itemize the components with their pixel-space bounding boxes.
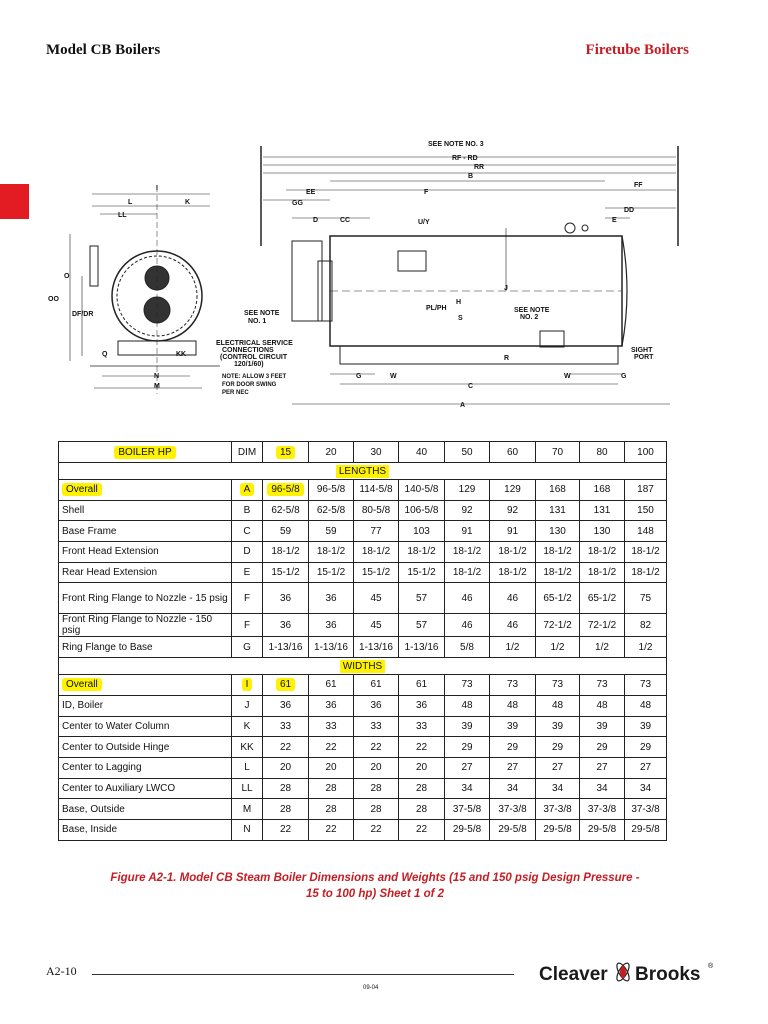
logo-text-right: Brooks (635, 964, 701, 985)
table-cell: 34 (580, 778, 625, 799)
dim-label-e: E (612, 217, 617, 224)
dim-label-dd: DD (624, 207, 635, 214)
dim-label-g-left: G (356, 373, 362, 380)
table-row (59, 500, 667, 521)
table-cell: 29 (445, 737, 490, 758)
table-cell: 92 (490, 500, 536, 521)
table-cell: 34 (625, 778, 667, 799)
row-label: Front Ring Flange to Nozzle - 150 psig (59, 614, 232, 637)
table-cell: 48 (490, 695, 536, 716)
dim-label-h: H (456, 299, 462, 306)
table-cell: 61 (354, 675, 399, 696)
table-cell: 61 (263, 675, 309, 696)
table-body (59, 463, 667, 841)
row-dim: F (232, 614, 263, 637)
table-cell: 65-1/2 (580, 583, 625, 614)
row-label: Base, Outside (59, 799, 232, 820)
header-title-left: Model CB Boilers (46, 42, 161, 58)
table-cell: 37-3/8 (490, 799, 536, 820)
table-cell: 72-1/2 (580, 614, 625, 637)
front-view (70, 186, 220, 394)
row-label: Base, Inside (59, 819, 232, 840)
dim-label-ll: LL (118, 212, 127, 219)
footer-divider (92, 974, 514, 975)
table-cell: 22 (399, 819, 445, 840)
dim-label-g-right: G (621, 373, 627, 380)
table-cell: 73 (536, 675, 580, 696)
logo-text-left: Cleaver (539, 964, 608, 985)
table-row (59, 716, 667, 737)
dim-label-s: S (458, 315, 463, 322)
table-cell: 29-5/8 (625, 819, 667, 840)
header-dim: DIM (232, 442, 263, 463)
dim-label-pl-ph: PL/PH (426, 305, 447, 312)
table-cell: 1-13/16 (309, 637, 354, 658)
dim-label-gg: GG (292, 200, 303, 207)
table-cell: 1-13/16 (263, 637, 309, 658)
table-cell: 37-3/8 (625, 799, 667, 820)
row-dim: L (232, 757, 263, 778)
table-cell: 20 (309, 757, 354, 778)
row-label: Center to Water Column (59, 716, 232, 737)
table-cell: 39 (625, 716, 667, 737)
table-cell: 62-5/8 (309, 500, 354, 521)
dim-label-i: I (156, 185, 158, 192)
table-cell: 22 (309, 737, 354, 758)
header-hp-70: 70 (536, 442, 580, 463)
table-cell: 36 (399, 695, 445, 716)
table-cell: 18-1/2 (354, 542, 399, 563)
dim-label-j: J (504, 285, 508, 292)
table-cell: 39 (580, 716, 625, 737)
table-cell: 57 (399, 583, 445, 614)
table-cell: 39 (445, 716, 490, 737)
table-cell: 29 (490, 737, 536, 758)
elec-note-line2: CONNECTIONS (222, 347, 274, 354)
table-row (59, 819, 667, 840)
table-row (59, 637, 667, 658)
table-cell: 148 (625, 521, 667, 542)
table-cell: 1/2 (490, 637, 536, 658)
table-cell: 1/2 (580, 637, 625, 658)
row-dim: G (232, 637, 263, 658)
boiler-dimension-drawing (30, 116, 685, 440)
table-cell: 129 (445, 480, 490, 501)
table-cell: 5/8 (445, 637, 490, 658)
row-dim: D (232, 542, 263, 563)
table-cell: 36 (309, 695, 354, 716)
table-row (59, 799, 667, 820)
table-cell: 61 (309, 675, 354, 696)
table-cell: 28 (309, 778, 354, 799)
header-hp-50: 50 (445, 442, 490, 463)
header-hp-30: 30 (354, 442, 399, 463)
table-cell: 28 (263, 778, 309, 799)
registered-mark: ® (708, 963, 714, 970)
table-cell: 130 (580, 521, 625, 542)
section-tab-marker (0, 184, 29, 219)
table-cell: 27 (580, 757, 625, 778)
table-cell: 36 (263, 695, 309, 716)
dim-label-r: R (504, 355, 510, 362)
dim-label-u-y: U/Y (418, 219, 430, 226)
table-cell: 59 (309, 521, 354, 542)
door-note-line1: NOTE: ALLOW 3 FEET (222, 374, 287, 380)
elec-note-line3: (CONTROL CIRCUIT (220, 354, 288, 361)
header-boiler-hp: BOILER HP (59, 442, 232, 463)
row-label: Center to Lagging (59, 757, 232, 778)
table-cell: 46 (490, 614, 536, 637)
row-dim: B (232, 500, 263, 521)
side-view (261, 146, 678, 404)
table-cell: 106-5/8 (399, 500, 445, 521)
dim-label-rr: RR (474, 164, 485, 171)
table-cell: 33 (399, 716, 445, 737)
table-cell: 28 (263, 799, 309, 820)
dim-label-b: B (468, 173, 474, 180)
row-label: Ring Flange to Base (59, 637, 232, 658)
table-row (59, 562, 667, 583)
table-cell: 34 (445, 778, 490, 799)
table-cell: 57 (399, 614, 445, 637)
header-title-right: Firetube Boilers (585, 42, 689, 58)
row-label: ID, Boiler (59, 695, 232, 716)
table-cell: 22 (309, 819, 354, 840)
dim-label-k: K (185, 199, 191, 206)
table-cell: 46 (445, 614, 490, 637)
table-cell: 91 (445, 521, 490, 542)
table-cell: 48 (445, 695, 490, 716)
table-cell: 46 (490, 583, 536, 614)
row-dim: K (232, 716, 263, 737)
table-row (59, 583, 667, 614)
table-cell: 75 (625, 583, 667, 614)
note-2-line2: NO. 2 (520, 314, 539, 321)
table-cell: 92 (445, 500, 490, 521)
boiler-drawing-svg (30, 116, 685, 440)
table-cell: 22 (263, 737, 309, 758)
dim-label-f: F (424, 189, 429, 196)
table-cell: 73 (445, 675, 490, 696)
table-cell: 39 (490, 716, 536, 737)
section-row-lengths (59, 463, 667, 480)
table-cell: 37-3/8 (536, 799, 580, 820)
table-row (59, 542, 667, 563)
header-hp-80: 80 (580, 442, 625, 463)
table-cell: 73 (490, 675, 536, 696)
dim-label-l: L (128, 199, 133, 206)
table-row (59, 480, 667, 501)
sight-port-line2: PORT (634, 354, 654, 361)
table-cell: 91 (490, 521, 536, 542)
table-cell: 18-1/2 (625, 542, 667, 563)
see-note-3: SEE NOTE NO. 3 (428, 141, 484, 148)
table-cell: 18-1/2 (399, 542, 445, 563)
table-cell: 28 (354, 799, 399, 820)
section-title: WIDTHS (59, 658, 667, 675)
table-cell: 22 (263, 819, 309, 840)
table-cell: 131 (580, 500, 625, 521)
table-cell: 27 (445, 757, 490, 778)
dim-label-ee: EE (306, 189, 316, 196)
table-cell: 1-13/16 (354, 637, 399, 658)
page-number: A2-10 (46, 964, 77, 978)
row-label: Center to Outside Hinge (59, 737, 232, 758)
row-dim: J (232, 695, 263, 716)
table-cell: 18-1/2 (490, 542, 536, 563)
row-label: Overall (59, 480, 232, 501)
header-hp-40: 40 (399, 442, 445, 463)
row-label: Front Ring Flange to Nozzle - 15 psig (59, 583, 232, 614)
table-cell: 48 (536, 695, 580, 716)
table-row (59, 521, 667, 542)
table-cell: 130 (536, 521, 580, 542)
row-label: Shell (59, 500, 232, 521)
elec-note-line1: ELECTRICAL SERVICE (216, 340, 293, 347)
row-dim: F (232, 583, 263, 614)
table-cell: 45 (354, 583, 399, 614)
figure-caption (80, 870, 670, 902)
table-cell: 131 (536, 500, 580, 521)
table-cell: 22 (354, 737, 399, 758)
table-row (59, 757, 667, 778)
note-1-line2: NO. 1 (248, 318, 267, 325)
header-hp-20: 20 (309, 442, 354, 463)
table-row (59, 614, 667, 637)
table-cell: 65-1/2 (536, 583, 580, 614)
table-cell: 140-5/8 (399, 480, 445, 501)
table-cell: 18-1/2 (263, 542, 309, 563)
table-cell: 34 (536, 778, 580, 799)
table-cell: 28 (399, 778, 445, 799)
table-cell: 45 (354, 614, 399, 637)
table-cell: 187 (625, 480, 667, 501)
dim-label-o: O (64, 273, 70, 280)
table-cell: 29-5/8 (536, 819, 580, 840)
row-label: Overall (59, 675, 232, 696)
table-cell: 82 (625, 614, 667, 637)
section-title: LENGTHS (59, 463, 667, 480)
table-cell: 46 (445, 583, 490, 614)
row-dim: KK (232, 737, 263, 758)
table-header-row (59, 442, 667, 463)
dim-label-q: Q (102, 351, 108, 358)
dim-label-rf-rd: RF - RD (452, 155, 478, 162)
table-cell: 18-1/2 (445, 562, 490, 583)
table-cell: 29-5/8 (580, 819, 625, 840)
table-cell: 103 (399, 521, 445, 542)
dimensions-table (58, 441, 667, 841)
table-cell: 33 (309, 716, 354, 737)
table-cell: 61 (399, 675, 445, 696)
table-row (59, 778, 667, 799)
dim-label-kk: KK (176, 351, 187, 358)
table-cell: 1/2 (625, 637, 667, 658)
table-cell: 36 (309, 614, 354, 637)
table-cell: 62-5/8 (263, 500, 309, 521)
table-cell: 168 (580, 480, 625, 501)
table-cell: 129 (490, 480, 536, 501)
table-cell: 1/2 (536, 637, 580, 658)
table-cell: 29 (580, 737, 625, 758)
table-cell: 96-5/8 (263, 480, 309, 501)
sight-port-line1: SIGHT (631, 347, 653, 354)
table-cell: 20 (263, 757, 309, 778)
row-label: Base Frame (59, 521, 232, 542)
table-cell: 72-1/2 (536, 614, 580, 637)
table-cell: 29-5/8 (445, 819, 490, 840)
table-cell: 28 (354, 778, 399, 799)
table-cell: 37-3/8 (580, 799, 625, 820)
row-dim: LL (232, 778, 263, 799)
table-row (59, 737, 667, 758)
table-cell: 22 (399, 737, 445, 758)
dim-label-cc: CC (340, 217, 351, 224)
table-cell: 18-1/2 (490, 562, 536, 583)
door-note-line2: FOR DOOR SWING (222, 382, 277, 388)
row-dim: M (232, 799, 263, 820)
table-cell: 48 (625, 695, 667, 716)
table-cell: 29 (536, 737, 580, 758)
dim-label-df-dr: DF/DR (72, 311, 94, 318)
table-row (59, 675, 667, 696)
table-cell: 36 (354, 695, 399, 716)
note-1-line1: SEE NOTE (244, 310, 280, 317)
table-cell: 36 (309, 583, 354, 614)
table-cell: 27 (490, 757, 536, 778)
door-note-line3: PER NEC (222, 390, 249, 396)
table-cell: 15-1/2 (263, 562, 309, 583)
table-cell: 15-1/2 (309, 562, 354, 583)
dim-label-c: C (468, 383, 474, 390)
row-dim: I (232, 675, 263, 696)
row-dim: E (232, 562, 263, 583)
table-cell: 18-1/2 (580, 562, 625, 583)
row-label: Rear Head Extension (59, 562, 232, 583)
header-hp-60: 60 (490, 442, 536, 463)
table-cell: 39 (536, 716, 580, 737)
dim-label-a: A (460, 402, 466, 409)
flame-icon (615, 961, 632, 982)
table-cell: 37-5/8 (445, 799, 490, 820)
table-cell: 18-1/2 (580, 542, 625, 563)
dim-label-d: D (313, 217, 319, 224)
table-cell: 18-1/2 (625, 562, 667, 583)
table-cell: 18-1/2 (536, 542, 580, 563)
cleaver-brooks-logo (537, 957, 717, 987)
row-dim: C (232, 521, 263, 542)
table-cell: 33 (354, 716, 399, 737)
table-cell: 18-1/2 (536, 562, 580, 583)
row-label: Center to Auxiliary LWCO (59, 778, 232, 799)
table-cell: 28 (399, 799, 445, 820)
table-cell: 20 (399, 757, 445, 778)
table-cell: 77 (354, 521, 399, 542)
table-cell: 73 (580, 675, 625, 696)
table-cell: 36 (263, 614, 309, 637)
table-cell: 80-5/8 (354, 500, 399, 521)
table-cell: 18-1/2 (309, 542, 354, 563)
row-dim: N (232, 819, 263, 840)
caption-line-2: 15 to 100 hp) Sheet 1 of 2 (305, 888, 445, 900)
table-cell: 1-13/16 (399, 637, 445, 658)
table-cell: 36 (263, 583, 309, 614)
section-row-widths (59, 658, 667, 675)
table-cell: 18-1/2 (445, 542, 490, 563)
dim-label-n: N (154, 373, 160, 380)
caption-line-1: Figure A2-1. Model CB Steam Boiler Dimensions and Weights (15 and 150 psig Design Pressure - (110, 872, 640, 884)
dim-label-ff: FF (634, 182, 643, 189)
table-cell: 59 (263, 521, 309, 542)
dim-label-oo: OO (48, 296, 59, 303)
table-cell: 22 (354, 819, 399, 840)
footer-date: 09-04 (363, 985, 379, 991)
table-row (59, 695, 667, 716)
table-cell: 27 (625, 757, 667, 778)
header-hp-15: 15 (263, 442, 309, 463)
table-cell: 29-5/8 (490, 819, 536, 840)
table-cell: 20 (354, 757, 399, 778)
table-cell: 34 (490, 778, 536, 799)
dim-label-w-right: W (564, 373, 571, 380)
table-cell: 15-1/2 (399, 562, 445, 583)
row-dim: A (232, 480, 263, 501)
table-cell: 29 (625, 737, 667, 758)
table-cell: 150 (625, 500, 667, 521)
elec-note-line4: 120/1/60) (234, 361, 264, 368)
table-cell: 73 (625, 675, 667, 696)
note-2-line1: SEE NOTE (514, 307, 550, 314)
dim-label-w-left: W (390, 373, 397, 380)
table-cell: 27 (536, 757, 580, 778)
dim-label-m: M (154, 383, 160, 390)
table-cell: 168 (536, 480, 580, 501)
table-cell: 15-1/2 (354, 562, 399, 583)
table-cell: 48 (580, 695, 625, 716)
row-label: Front Head Extension (59, 542, 232, 563)
table-cell: 33 (263, 716, 309, 737)
table-cell: 96-5/8 (309, 480, 354, 501)
table-cell: 114-5/8 (354, 480, 399, 501)
header-hp-100: 100 (625, 442, 667, 463)
table-cell: 28 (309, 799, 354, 820)
